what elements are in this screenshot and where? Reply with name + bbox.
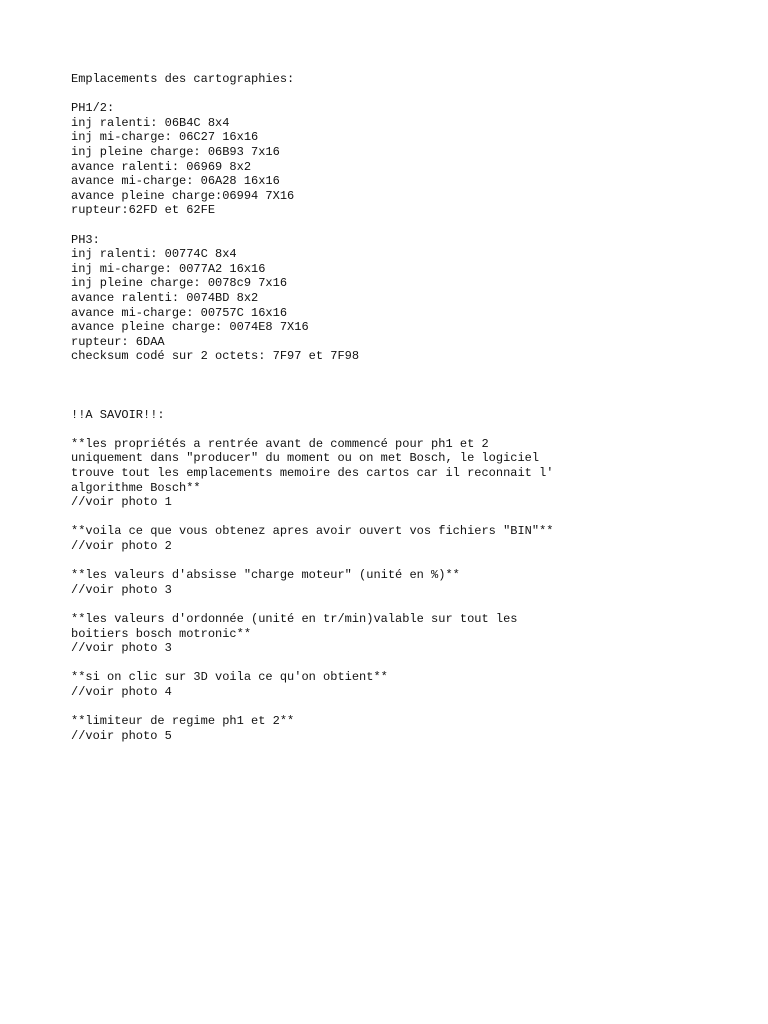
note-photo-ref: //voir photo 1	[71, 495, 172, 510]
ph12-line: inj mi-charge: 06C27 16x16	[71, 130, 259, 145]
note-text: **limiteur de regime ph1 et 2**	[71, 714, 295, 729]
note-text: **voila ce que vous obtenez apres avoir ouvert vos fichiers "BIN"**	[71, 524, 554, 539]
note-text: **si on clic sur 3D voila ce qu'on obtient**	[71, 670, 388, 685]
ph3-line: inj ralenti: 00774C 8x4	[71, 247, 237, 262]
note-text: uniquement dans "producer" du moment ou on met Bosch, le logiciel	[71, 451, 540, 466]
note-photo-ref: //voir photo 2	[71, 539, 172, 554]
note-text: boitiers bosch motronic**	[71, 626, 252, 641]
document-page	[71, 72, 731, 743]
note-text: **les valeurs d'ordonnée (unité en tr/min)valable sur tout les	[71, 611, 518, 626]
ph3-title: PH3:	[71, 232, 100, 247]
note-text: **les valeurs d'absisse "charge moteur" (unité en %)**	[71, 568, 460, 583]
ph3-line: inj pleine charge: 0078c9 7x16	[71, 276, 288, 291]
notes-section	[71, 408, 731, 744]
ph3-line: rupteur: 6DAA	[71, 334, 165, 349]
ph12-line: avance mi-charge: 06A28 16x16	[71, 174, 280, 189]
ph12-title: PH1/2:	[71, 101, 115, 116]
note-text: **les propriétés a rentrée avant de commencé pour ph1 et 2	[71, 436, 489, 451]
ph3-line: avance mi-charge: 00757C 16x16	[71, 305, 288, 320]
ph3-section	[71, 233, 731, 364]
note-item	[71, 670, 731, 699]
note-text: algorithme Bosch**	[71, 480, 201, 495]
ph3-line: avance pleine charge: 0074E8 7X16	[71, 320, 309, 335]
note-item	[71, 524, 731, 553]
notes-title: !!A SAVOIR!!:	[71, 407, 165, 422]
note-item	[71, 714, 731, 743]
document-heading: Emplacements des cartographies:	[71, 72, 295, 86]
note-item	[71, 568, 731, 597]
ph3-line: checksum codé sur 2 octets: 7F97 et 7F98	[71, 349, 360, 364]
ph12-line: avance pleine charge:06994 7X16	[71, 188, 295, 203]
ph12-line: inj ralenti: 06B4C 8x4	[71, 115, 230, 130]
ph12-line: avance ralenti: 06969 8x2	[71, 159, 252, 174]
note-photo-ref: //voir photo 4	[71, 684, 172, 699]
ph3-line: avance ralenti: 0074BD 8x2	[71, 290, 259, 305]
note-photo-ref: //voir photo 3	[71, 641, 172, 656]
note-text: trouve tout les emplacements memoire des cartos car il reconnait l'	[71, 466, 554, 481]
note-item	[71, 437, 731, 510]
ph12-line: inj pleine charge: 06B93 7x16	[71, 144, 280, 159]
ph3-line: inj mi-charge: 0077A2 16x16	[71, 261, 266, 276]
ph12-section	[71, 101, 731, 218]
note-photo-ref: //voir photo 5	[71, 728, 172, 743]
note-item	[71, 612, 731, 656]
ph12-line: rupteur:62FD et 62FE	[71, 203, 216, 218]
note-photo-ref: //voir photo 3	[71, 582, 172, 597]
